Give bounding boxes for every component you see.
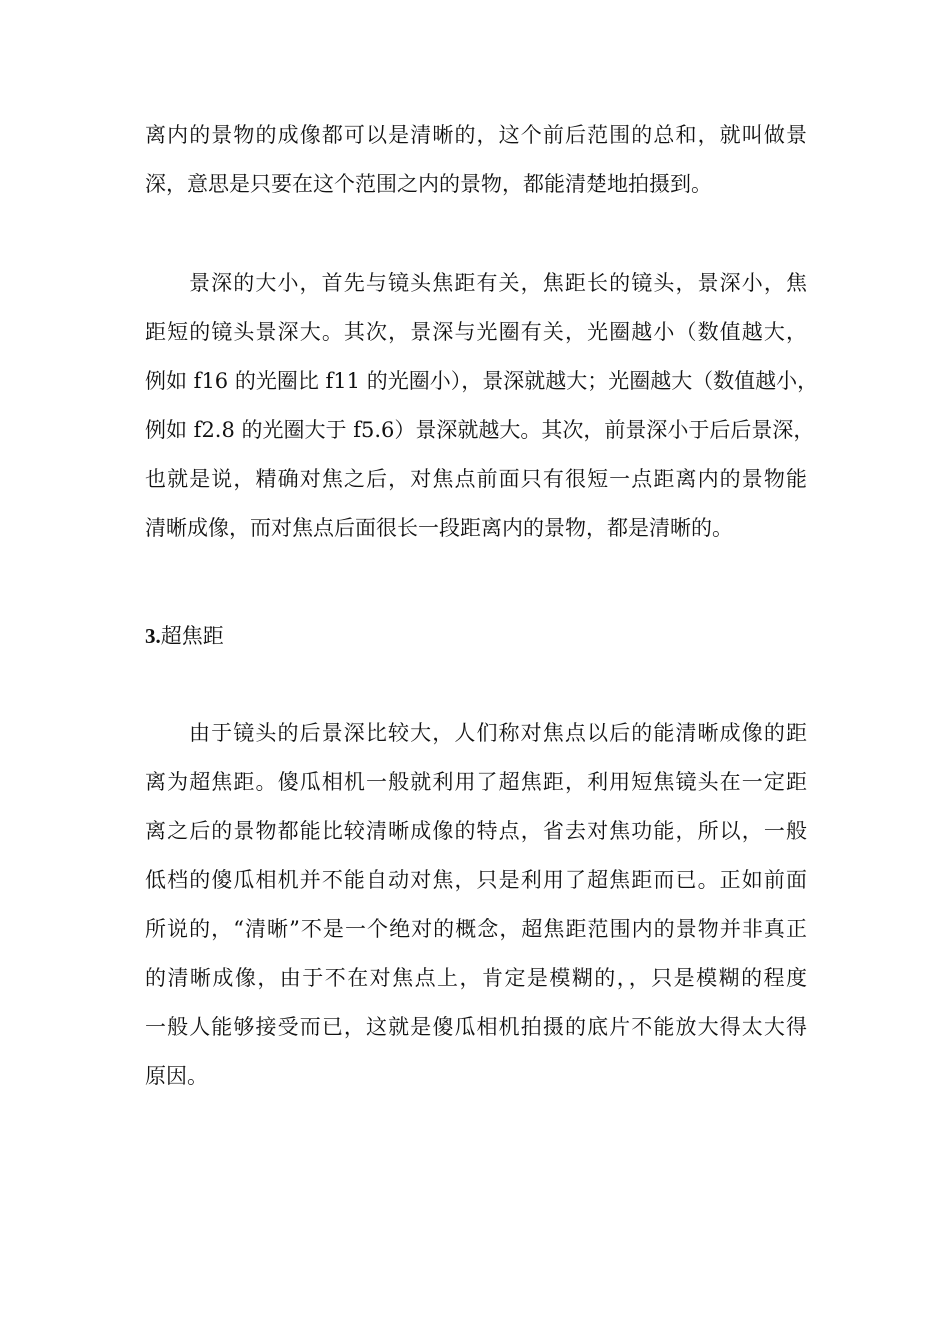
text-line: 也就是说，精确对焦之后，对焦点前面只有很短一点距离内的景物能 (145, 467, 807, 491)
text-line: 离内的景物的成像都可以是清晰的，这个前后范围的总和，就叫做景 (145, 123, 807, 147)
text-line: 低档的傻瓜相机并不能自动对焦，只是利用了超焦距而已。正如前面 (145, 868, 807, 892)
text-line: 景深的大小，首先与镜头焦距有关，焦距长的镜头，景深小，焦 (189, 271, 807, 295)
text-line: 例如 f16 的光圈比 f11 的光圈小），景深就越大；光圈越大（数值越小， (145, 369, 819, 393)
text-line: 深，意思是只要在这个范围之内的景物，都能清楚地拍摄到。 (145, 172, 712, 196)
section-title: 超焦距 (160, 624, 224, 648)
text-line: 离为超焦距。傻瓜相机一般就利用了超焦距，利用短焦镜头在一定距 (145, 770, 807, 794)
section-heading (145, 612, 224, 661)
section-number: 3. (145, 624, 161, 648)
paragraph-hyperfocal-distance (145, 709, 807, 1101)
paragraph-depth-of-field-factors (145, 259, 819, 553)
text-line: 例如 f2.8 的光圈大于 f5.6）景深就越大。其次，前景深小于后后景深， (145, 418, 815, 442)
text-line: 由于镜头的后景深比较大，人们称对焦点以后的能清晰成像的距 (189, 721, 807, 745)
text-line: 离之后的景物都能比较清晰成像的特点，省去对焦功能，所以，一般 (145, 819, 807, 843)
text-line: 一般人能够接受而已，这就是傻瓜相机拍摄的底片不能放大得太大得 (145, 1015, 807, 1039)
paragraph-depth-of-field-definition (145, 111, 807, 209)
text-line: 所说的，“清晰”不是一个绝对的概念，超焦距范围内的景物并非真正 (145, 917, 807, 941)
text-line: 的清晰成像，由于不在对焦点上，肯定是模糊的，，只是模糊的程度 (145, 966, 807, 990)
text-line: 原因。 (145, 1064, 208, 1088)
text-line: 距短的镜头景深大。其次，景深与光圈有关，光圈越小（数值越大， (145, 320, 807, 344)
text-line: 清晰成像，而对焦点后面很长一段距离内的景物，都是清晰的。 (145, 516, 733, 540)
